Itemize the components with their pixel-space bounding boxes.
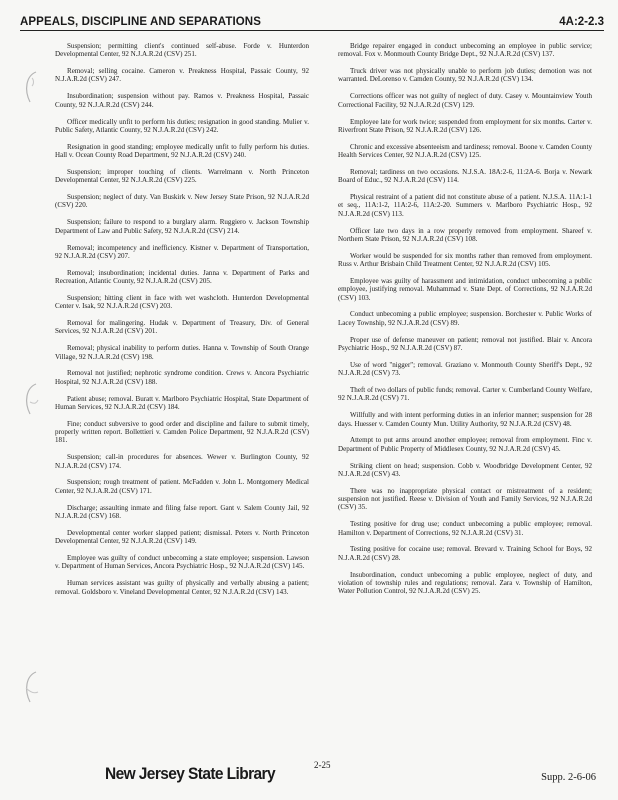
case-entry: Suspension; hitting client in face with wet washcloth. Hunterdon Developmental Center v. Isak, 92 N.J.A.R.2d (CSV) 203. [55,293,309,311]
running-header [20,12,604,31]
case-entry: Employee late for work twice; suspended from employment for six months. Carter v. Riverfront State Prison, 92 N.J.A.R.2d (CSV) 126. [338,117,592,134]
case-entry: Employee was guilty of harassment and intimidation, conduct unbecoming a public employee, justifying removal. Muhammad v. State Dept. of Corrections, 92 N.J.A.R.2d (CSV) 103. [338,276,592,302]
case-entry: Worker would be suspended for six months rather than removed from employment. Russ v. Arthur Brisbain Child Treatment Center, 92 N.J.A.R.2d (CSV) 105. [338,251,592,269]
case-entry: Officer late two days in a row properly removed from employment. Shareef v. Northern State Prison, 92 N.J.A.R.2d (CSV) 108. [338,226,592,243]
case-entry: Developmental center worker slapped patient; dismissal. Peters v. North Princeton Developmental Center, 92 N.J.A.R.2d (CSV) 149. [55,528,309,546]
case-entry: Insubordination, conduct unbecoming a public employee, neglect of duty, and violation of township rules and regulations; removal. Zara v. Township of Hamilton, Water Pollution Control, 92 N.J.A.R.2d (CSV) 25. [338,570,592,596]
case-entry: Theft of two dollars of public funds; removal. Carter v. Cumberland County Welfare, 92 N.J.A.R.2d (CSV) 71. [338,386,592,403]
case-entry: Removal; selling cocaine. Cameron v. Preakness Hospital, Passaic County, 92 N.J.A.R.2d (CSV) 247. [55,67,309,84]
right-column [338,42,592,604]
case-entry: Removal for malingering. Hudak v. Department of Treasury, Div. of General Services, 92 N.J.A.R.2d (CSV) 201. [55,319,309,336]
case-entry: Proper use of defense maneuver on patient; removal not justified. Blair v. Ancora Psychiatric Hosp., 92 N.J.A.R.2d (CSV) 87. [338,335,592,352]
case-entry: Truck driver was not physically unable to perform job duties; demotion was not warranted. DeLorenso v. Camden County, 92 N.J.A.R.2d (CSV) 134. [338,67,592,84]
binder-hole-mark [20,668,44,708]
case-entry: Suspension; rough treatment of patient. McFadden v. John L. Montgomery Medical Center, 92 N.J.A.R.2d (CSV) 171. [55,478,309,495]
case-entry: Testing positive for cocaine use; removal. Brevard v. Training School for Boys, 92 N.J.A.R.2d (CSV) 28. [338,545,592,562]
case-entry: Chronic and excessive absenteeism and tardiness; removal. Boone v. Camden County Health Services Center, 92 N.J.A.R.2d (CSV) 125. [338,142,592,160]
case-entry: Removal; insubordination; incidental duties. Janna v. Department of Parks and Recreation, Atlantic County, 92 N.J.A.R.2d (CSV) 205. [55,268,309,285]
case-entry: There was no inappropriate physical contact or mistreatment of a resident; suspension not justified. Reese v. Division of Youth and Family Services, 92 N.J.A.R.2d (CSV) 35. [338,486,592,512]
case-entry: Use of word "nigger"; removal. Graziano v. Monmouth County Sheriff's Dept., 92 N.J.A.R.2d (CSV) 73. [338,360,592,378]
case-entry: Removal not justified; nephrotic syndrome condition. Crews v. Ancora Psychiatric Hospital, 92 N.J.A.R.2d (CSV) 188. [55,369,309,386]
case-entry: Willfully and with intent performing duties in an inferior manner; suspension for 28 days. Huesser v. Camden County Mun. Utility Authority, 92 N.J.A.R.2d (CSV) 48. [338,411,592,428]
case-entry: Discharge; assaulting inmate and filing false report. Gant v. Salem County Jail, 92 N.J.A.R.2d (CSV) 168. [55,503,309,520]
case-entry: Resignation in good standing; employee medically unfit to fully perform his duties. Hall v. Ocean County Road Department, 92 N.J.A.R.2d (CSV) 240. [55,142,309,160]
case-entry: Removal; physical inability to perform duties. Hanna v. Township of South Orange Village, 92 N.J.A.R.2d (CSV) 198. [55,344,309,361]
case-entry: Suspension; improper touching of clients. Warrelmann v. North Princeton Developmental Center, 92 N.J.A.R.2d (CSV) 225. [55,167,309,185]
left-column [55,42,309,604]
case-entry: Suspension; call-in procedures for absences. Wewer v. Burlington County, 92 N.J.A.R.2d (CSV) 174. [55,453,309,470]
case-entry: Corrections officer was not guilty of neglect of duty. Casey v. Mountainview Youth Correctional Facility, 92 N.J.A.R.2d (CSV) 129. [338,92,592,109]
case-entry: Removal; tardiness on two occasions. N.J.S.A. 18A:2-6, 11:2A-6. Borja v. Newark Board of Educ., 92 N.J.A.R.2d (CSV) 114. [338,167,592,185]
page-number: 2-25 [314,760,331,770]
case-entry: Human services assistant was guilty of physically and verbally abusing a patient; removal. Goldsboro v. Vineland Developmental Center, 92 N.J.A.R.2d (CSV) 143. [55,579,309,596]
case-entry: Insubordination; suspension without pay. Ramos v. Preakness Hospital, Passaic County, 92 N.J.A.R.2d (CSV) 244. [55,92,309,109]
case-entry: Conduct unbecoming a public employee; suspension. Borchester v. Public Works of Lacey Township, 92 N.J.A.R.2d (CSV) 89. [338,310,592,327]
case-entry: Fine; conduct subversive to good order and discipline and failure to submit timely, properly written report. Bollettieri v. Camden Police Department, 92 N.J.A.R.2d (CSV) 181. [55,419,309,445]
case-entry: Employee was guilty of conduct unbecoming a state employee; suspension. Lawson v. Department of Human Services, Ancora Psychiatric Hosp., 92 N.J.A.R.2d (CSV) 145. [55,554,309,571]
case-entry: Suspension; neglect of duty. Van Buskirk v. New Jersey State Prison, 92 N.J.A.R.2d (CSV) 220. [55,193,309,210]
header-title: APPEALS, DISCIPLINE AND SEPARATIONS [20,16,261,28]
case-entry: Striking client on head; suspension. Cobb v. Woodbridge Development Center, 92 N.J.A.R.2d (CSV) 43. [338,461,592,478]
binder-hole-mark [20,68,44,108]
case-entry: Suspension; permitting client's continued self-abuse. Forde v. Hunterdon Developmental Center, 92 N.J.A.R.2d (CSV) 251. [55,42,309,59]
supplement-date: Supp. 2-6-06 [541,772,596,783]
case-entry: Attempt to put arms around another employee; removal from employment. Finc v. Department of Public Property of Middlesex County, 92 N.J.A.R.2d (CSV) 45. [338,436,592,453]
header-section-number: 4A:2-2.3 [559,16,604,28]
case-entry: Physical restraint of a patient did not constitute abuse of a patient. N.J.S.A. 11A:1-1 et seq., 11A:1-2, 11A:2-6, 11A:2-20. Summers v. Marlboro Psychiatric Hosp., 92 N.J.A.R.2d (CSV) 113. [338,193,592,218]
case-entry: Testing positive for drug use; conduct unbecoming a public employee; removal. Hamilton v. Department of Corrections, 92 N.J.A.R.2d (CSV) 31. [338,520,592,537]
case-entry: Removal; incompetency and inefficiency. Kistner v. Department of Transportation, 92 N.J.A.R.2d (CSV) 207. [55,243,309,260]
case-entry: Suspension; failure to respond to a burglary alarm. Ruggiero v. Jackson Township Department of Law and Public Safety, 92 N.J.A.R.2d (CSV) 214. [55,218,309,235]
case-entry: Officer medically unfit to perform his duties; resignation in good standing. Mulier v. Public Safety, Atlantic County, 92 N.J.A.R.2d (CSV) 242. [55,117,309,134]
case-entry: Bridge repairer engaged in conduct unbecoming an employee in public service; removal. Fox v. Monmouth County Bridge Dept., 92 N.J.A.R.2d (CSV) 137. [338,42,592,59]
binder-hole-mark [20,380,44,420]
case-entry: Patient abuse; removal. Buratt v. Marlboro Psychiatric Hospital, State Department of Human Services, 92 N.J.A.R.2d (CSV) 184. [55,394,309,411]
library-stamp: New Jersey State Library [105,765,275,784]
page-footer [0,756,618,786]
